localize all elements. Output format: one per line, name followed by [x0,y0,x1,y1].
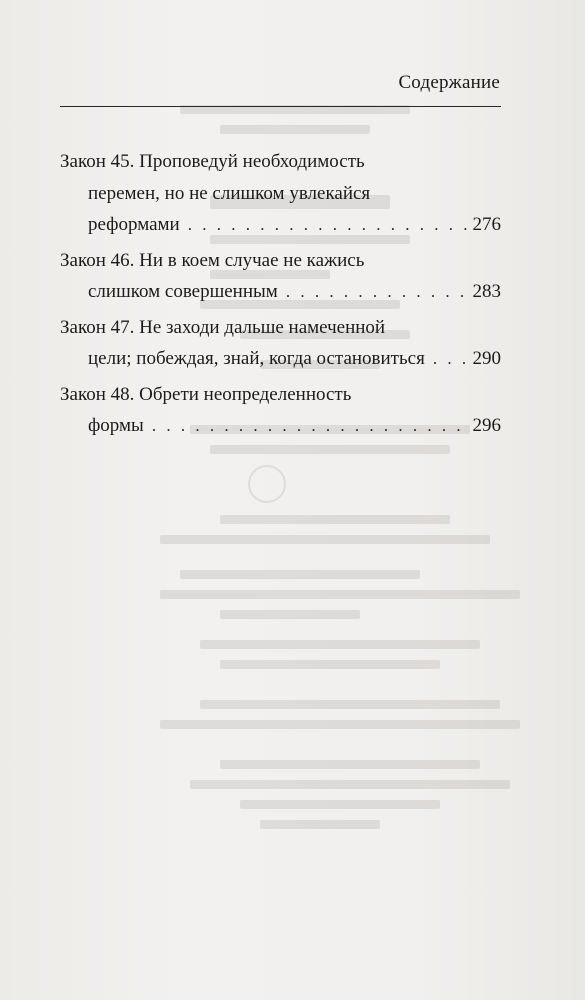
toc-entry-last-line [60,343,501,375]
toc-entry-title-line: Закон 46. Ни в коем случае не кажись [60,249,365,271]
toc-entry-title-end: слишком совершенным [88,281,278,302]
toc-entry-title-line: Закон 45. Проповедуй необходимость [60,151,365,172]
toc-entry-title-line: Закон 48. Обрети неопределенность [60,383,352,405]
toc-page-number: 296 [472,415,501,436]
dot-leader [433,343,467,375]
dot-leader [286,276,467,308]
dot-leader [188,209,467,241]
toc-entry-last-line [60,276,501,308]
toc-entry-title-line: перемен, но не слишком увлекайся [88,182,371,204]
toc-entry-law-45 [60,146,501,241]
toc-entry-law-46 [60,245,501,308]
toc-entry-last-line [60,209,501,241]
toc-page-number: 283 [472,281,501,302]
running-head: Содержание [398,72,500,93]
toc-entry-title-end: реформами [88,214,180,235]
toc-entry-last-line [60,410,501,442]
toc-entry-law-47 [60,312,501,375]
dot-leader [152,410,467,442]
toc-entry-law-48 [60,379,501,442]
header-rule [60,106,501,107]
toc-entry-title-line: Закон 47. Не заходи дальше намеченной [60,316,386,338]
table-of-contents [60,146,501,446]
toc-page-number: 290 [472,348,501,369]
toc-entry-title-end: формы [88,415,144,436]
toc-page-number: 276 [472,214,501,235]
toc-entry-title-end: цели; побеждая, знай, когда остановиться [88,348,425,369]
